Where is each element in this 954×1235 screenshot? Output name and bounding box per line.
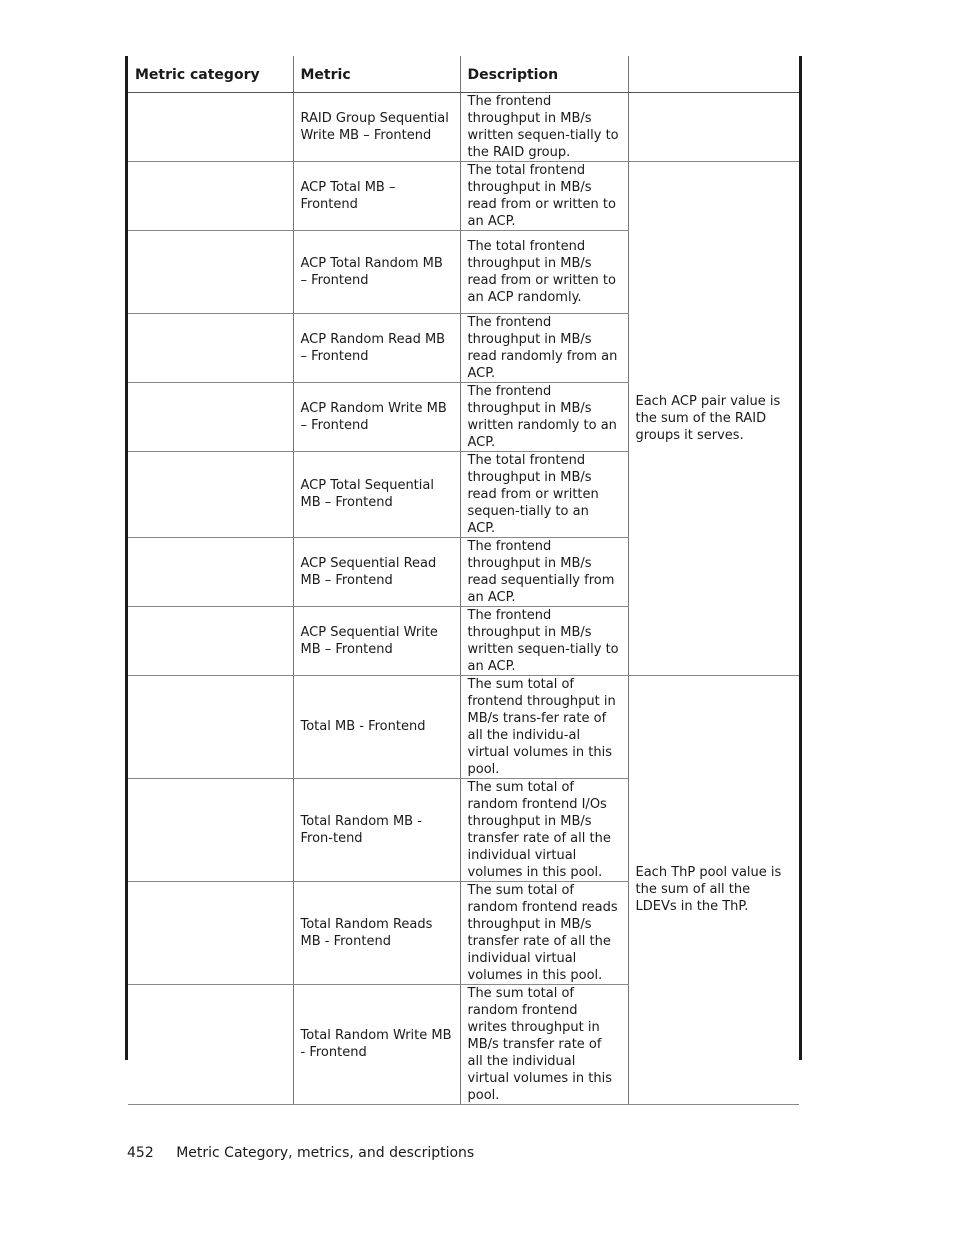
metric-cell: ACP Random Write MB – Frontend [293,382,460,451]
category-cell [128,675,293,778]
description-cell: The total frontend throughput in MB/s read from or written to an ACP. [460,161,628,230]
description-cell: The frontend throughput in MB/s written sequen-tially to the RAID group. [460,92,628,161]
header-metric: Metric [293,56,460,92]
description-cell: The total frontend throughput in MB/s read from or written to an ACP randomly. [460,230,628,313]
metric-cell: Total MB - Frontend [293,675,460,778]
metric-cell: ACP Sequential Read MB – Frontend [293,537,460,606]
category-cell [128,313,293,382]
page-number: 452 [127,1145,154,1161]
description-cell: The frontend throughput in MB/s read sequentially from an ACP. [460,537,628,606]
category-cell [128,881,293,984]
metric-cell: ACP Total Random MB – Frontend [293,230,460,313]
description-cell: The frontend throughput in MB/s written sequen-tially to an ACP. [460,606,628,675]
thp-note-cell: Each ThP pool value is the sum of all the LDEVs in the ThP. [628,675,799,1104]
category-cell [128,161,293,230]
description-cell: The total frontend throughput in MB/s read from or written sequen-tially to an ACP. [460,451,628,537]
category-cell [128,984,293,1104]
category-cell [128,382,293,451]
metric-cell: Total Random Reads MB - Frontend [293,881,460,984]
metric-cell: ACP Total Sequential MB – Frontend [293,451,460,537]
description-cell: The sum total of random frontend writes throughput in MB/s transfer rate of all the individual virtual volumes in this pool. [460,984,628,1104]
table-row [128,92,799,161]
metric-cell: Total Random Write MB - Frontend [293,984,460,1104]
metric-cell: ACP Sequential Write MB – Frontend [293,606,460,675]
description-cell: The sum total of random frontend I/Os throughput in MB/s transfer rate of all the individual virtual volumes in this pool. [460,778,628,881]
page-footer [127,1145,474,1161]
header-description: Description [460,56,628,92]
description-cell: The frontend throughput in MB/s written randomly to an ACP. [460,382,628,451]
acp-note-cell: Each ACP pair value is the sum of the RAID groups it serves. [628,161,799,675]
table-row [128,161,799,230]
description-cell: The frontend throughput in MB/s read randomly from an ACP. [460,313,628,382]
metric-cell: ACP Random Read MB – Frontend [293,313,460,382]
metrics-table-container [125,56,802,1103]
footer-section-title: Metric Category, metrics, and descriptions [176,1145,475,1161]
header-metric-category: Metric category [128,56,293,92]
category-cell [128,778,293,881]
category-cell [128,92,293,161]
description-cell: The sum total of frontend throughput in MB/s trans-fer rate of all the individu-al virtual volumes in this pool. [460,675,628,778]
metric-cell: RAID Group Sequential Write MB – Frontend [293,92,460,161]
category-cell [128,606,293,675]
category-cell [128,537,293,606]
metrics-table [128,56,799,1105]
header-notes [628,56,799,92]
notes-cell-empty [628,92,799,161]
table-row [128,675,799,778]
table-header-row [128,56,799,92]
description-cell: The sum total of random frontend reads throughput in MB/s transfer rate of all the individual virtual volumes in this pool. [460,881,628,984]
category-cell [128,451,293,537]
category-cell [128,230,293,313]
metric-cell: ACP Total MB – Frontend [293,161,460,230]
metric-cell: Total Random MB - Fron-tend [293,778,460,881]
